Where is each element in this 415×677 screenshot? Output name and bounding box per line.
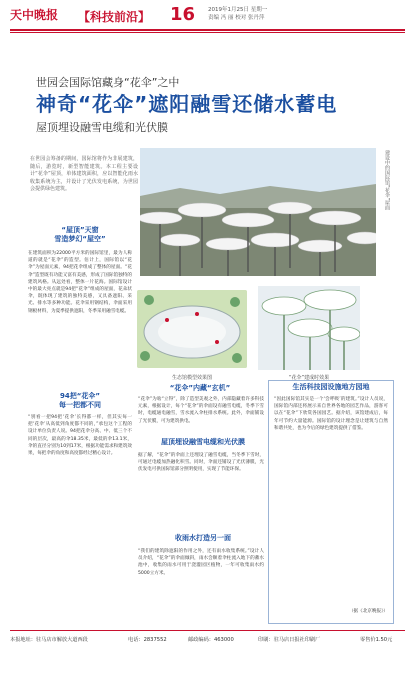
col1b-text: “别看一把94把‘花伞’长得都一样，但其实每一把‘花伞’从高低到角度都不同的，”承包这个工程的设计单位负责人说。94把花伞分高、中、低三个不同的层次，最高的伞18.35米，最低的伞13.1米，伞的直径分别为10到17米，根据功能需求和建筑效果，每把伞的角度和高度都经过精心设计。 bbox=[28, 415, 132, 457]
umbrella-photo bbox=[258, 286, 360, 370]
masthead-rule bbox=[10, 29, 405, 31]
footer-printer: 印刷：驻马店日报社印刷厂 bbox=[258, 637, 321, 643]
footer-phone: 电话：2837552 bbox=[128, 637, 167, 643]
footer-address: 本报地址：驻马店市解放大道西段 bbox=[10, 637, 88, 643]
model-photo bbox=[137, 290, 247, 368]
main-photo bbox=[140, 148, 376, 276]
masthead-rule-thin bbox=[10, 32, 405, 33]
col1b-title: 94把“花伞” 每一把都不同 bbox=[59, 392, 101, 409]
model-photo-caption: 生态馆模型效果图 bbox=[171, 375, 212, 381]
umbrella-photo-caption: “花伞”建成时效果 bbox=[288, 375, 330, 381]
main-photo-caption: 建设中的国际馆“花伞”屋面 bbox=[384, 150, 390, 211]
masthead bbox=[10, 6, 405, 28]
umbrella-illustration bbox=[258, 286, 360, 370]
footer-rule bbox=[10, 630, 405, 631]
col4-text: “我们的建筑除遮阳的作用之外，还有雨水收集系统。”设计人员介绍，“花伞”的伞面倾斜，雨水会顺着伞柱流入地下的蓄水池中，收集的雨水可用于浇灌园区植物，一年可收集雨水约5000立方米。 bbox=[138, 549, 264, 576]
article-kicker: 世园会国际馆藏身“花伞”之中 bbox=[36, 76, 180, 89]
article-headline: 神奇“花伞”遮阳融雪还储水蓄电 bbox=[36, 92, 338, 116]
col4-title: 收雨水打造另一面 bbox=[175, 534, 231, 542]
article-subhead: 屋顶埋设融雪电缆和光伏膜 bbox=[36, 121, 168, 134]
col1-title: “屋顶”天窗 雪造梦幻“屋空” bbox=[54, 226, 106, 243]
footer-postal: 邮政编码：463000 bbox=[188, 637, 234, 643]
col3-text: 据了解，“花伞”的伞面上还埋设了融雪电缆，当冬季下雪时，可通过电缆加热融化积雪。同时，伞面还铺设了光伏薄膜，光伏发电可供国际馆部分照明使用，实现了节能环保。 bbox=[138, 453, 264, 473]
editor-text: 责编 冯 丽 校对 张丹萍 bbox=[208, 15, 265, 21]
umbrella-roof-illustration bbox=[140, 148, 376, 276]
col2-text: “花伞”为啥“立得”，除了造型美观之外，内部隐藏着许多科技元素，根据设计，每个“花伞”的伞面设有融雪电缆，冬季下雪时，电缆通电融雪，雪水流入伞柱排水系统。此外，伞面铺设了光伏膜，可为建筑供电。 bbox=[138, 397, 264, 424]
article-lead: 在世园会筹备的期间，国际馆将作为非展建筑，随后，游览时，新型智能建筑。本工程主要设计“花伞”屋顶，单体建筑面积，应以智能化雨水收集系统为主，并设计了光伏发电系统，为世园会提供绿色建筑。 bbox=[30, 156, 138, 193]
page-number: 16 bbox=[170, 4, 196, 25]
dateline bbox=[208, 6, 267, 22]
col2-title: “花伞”内藏“玄机” bbox=[169, 384, 231, 392]
model-illustration bbox=[137, 290, 247, 368]
footer-price: 零售价1.50元 bbox=[360, 637, 393, 643]
col1-text: 在建筑面积为22000平方米的国际馆里，最为人称道的就是“花伞”的造型。估计上，国际馆以“花伞”为屋面元素，94把花伞组成了整体的屋面。“花伞”造型既有功能又富有美感，形成了国际馆独特的建筑风格。从远处看，整体一片花海。国际馆设计中的最大亮点就是94把“花伞”组成的屋面，花朵状伞，既体现了建筑的独特美感，又具备遮阳、采光、排水等多种功能。花伞采用钢结构，伞面采用钢板材料，为夏季提供遮阳，冬季采用融雪电缆。 bbox=[28, 251, 132, 314]
sidebar-text: “因此国际馆其实是一个‘会呼吸’的建筑。”设计人员说，国际馆内部还将展示来自世界各地的园艺作品，游客可以在“花伞”下欣赏各国园艺。据介绍，该馆建成后，每年可节约大量能源。国际馆的设计理念是让建筑与自然和谐共处，也为今后的绿色建筑提供了借鉴。 bbox=[274, 397, 388, 431]
date-text: 2019年1月25日 星期一 bbox=[208, 7, 268, 13]
sidebar-title: 生活科技园设施地方园地 bbox=[292, 383, 370, 391]
sidebar-source: （据《北京晚报》） bbox=[348, 609, 388, 614]
section-title: 【科技前沿】 bbox=[78, 10, 151, 24]
col3-title: 屋顶埋设融雪电缆和光伏膜 bbox=[161, 438, 245, 446]
footer bbox=[10, 636, 405, 646]
newspaper-logo: 天中晚报 bbox=[10, 8, 59, 22]
